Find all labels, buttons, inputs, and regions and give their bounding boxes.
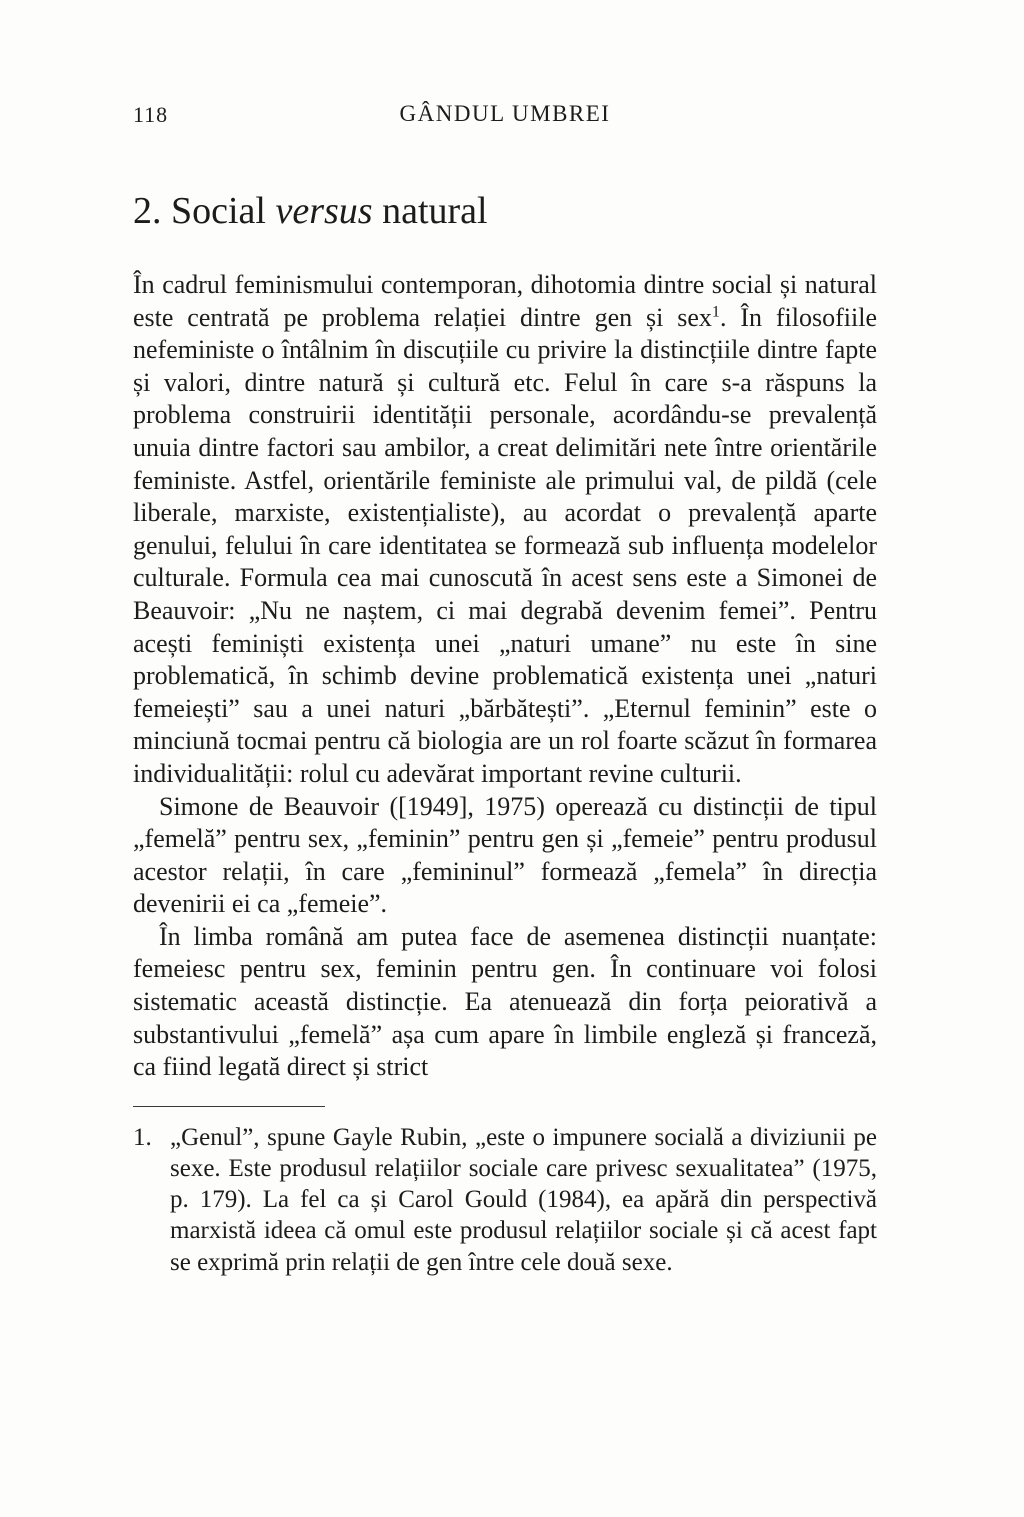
paragraph-3: În limba română am putea face de asemenea distincții nuanțate: femeiesc pentru sex, feminin pentru gen. În continuare voi folosi sistematic această distincție. Ea atenuează din forța peiorativă a substantivului „femelă” așa cum apare în limbile engleză și franceză, ca fiind legată direct și strict [133,921,877,1082]
footnote-number: 1. [133,1123,152,1151]
paragraph-1-text-before-ref: În cadrul feminismului contemporan, dihotomia dintre social și natural este centrată pe problema relației dintre gen și sex [133,270,877,332]
footnote-separator-rule [133,1106,325,1107]
paragraph-2: Simone de Beauvoir ([1949], 1975) operează cu distincții de tipul „femelă” pentru sex, „feminin” pentru gen și „femeie” pentru produsul acestor relații, în care „femininul” formează „femela” în direcția devenirii ei ca „femeie”. [133,791,877,919]
footnote-text: „Genul”, spune Gayle Rubin, „este o impunere socială a diviziunii pe sexe. Este produsul relațiilor sociale care privesc sexualitatea” (1975, p. 179). La fel ca și Carol Gould (1984), ea apără din perspectivă marxistă ideea că omul este produsul relațiilor sociale și că acest fapt se exprimă prin relații de gen între cele două sexe. [170,1123,877,1276]
running-title: GÂNDUL UMBREI [399,101,611,126]
paragraph-1 [133,269,877,791]
section-title-prefix: 2. Social [133,190,276,232]
page-number: 118 [133,102,169,127]
section-title-suffix: natural [372,190,488,232]
footnote-reference-superscript: 1 [711,302,720,320]
section-title [133,189,877,233]
section-title-versus: versus [275,190,373,232]
body-text [133,269,877,1084]
paragraph-1-text-after-ref: . În filosofiile nefeministe o întâlnim în discuțiile cu privire la distincțiile dintre fapte și valori, dintre natură și cultură etc. Felul în care s-a răspuns la problema construirii identității personale, acordându-se prevalență unuia dintre factori sau ambilor, a creat delimitări nete între orientările feministe. Astfel, orientările feministe ale primului val, de pildă (cele liberale, marxiste, existențialiste), au acordat o prevalență aparte genului, felului în care identitatea se formează sub influența modelelor culturale. Formula cea mai cunoscută în acest sens este a Simonei de Beauvoir: „Nu ne naștem, ci mai degrabă devenim femei”. Pentru acești feminiști existența unei „naturi umane” nu este în sine problematică, în schimb devine problematică existența unei „naturi femeiești” sau a unei naturi „bărbătești”. „Eternul feminin” este o minciună tocmai pentru că biologia are un rol foarte scăzut în formarea individualității: rolul cu adevărat important revine culturii. [133,302,877,788]
page-header [133,101,877,129]
footnote [133,1122,877,1278]
